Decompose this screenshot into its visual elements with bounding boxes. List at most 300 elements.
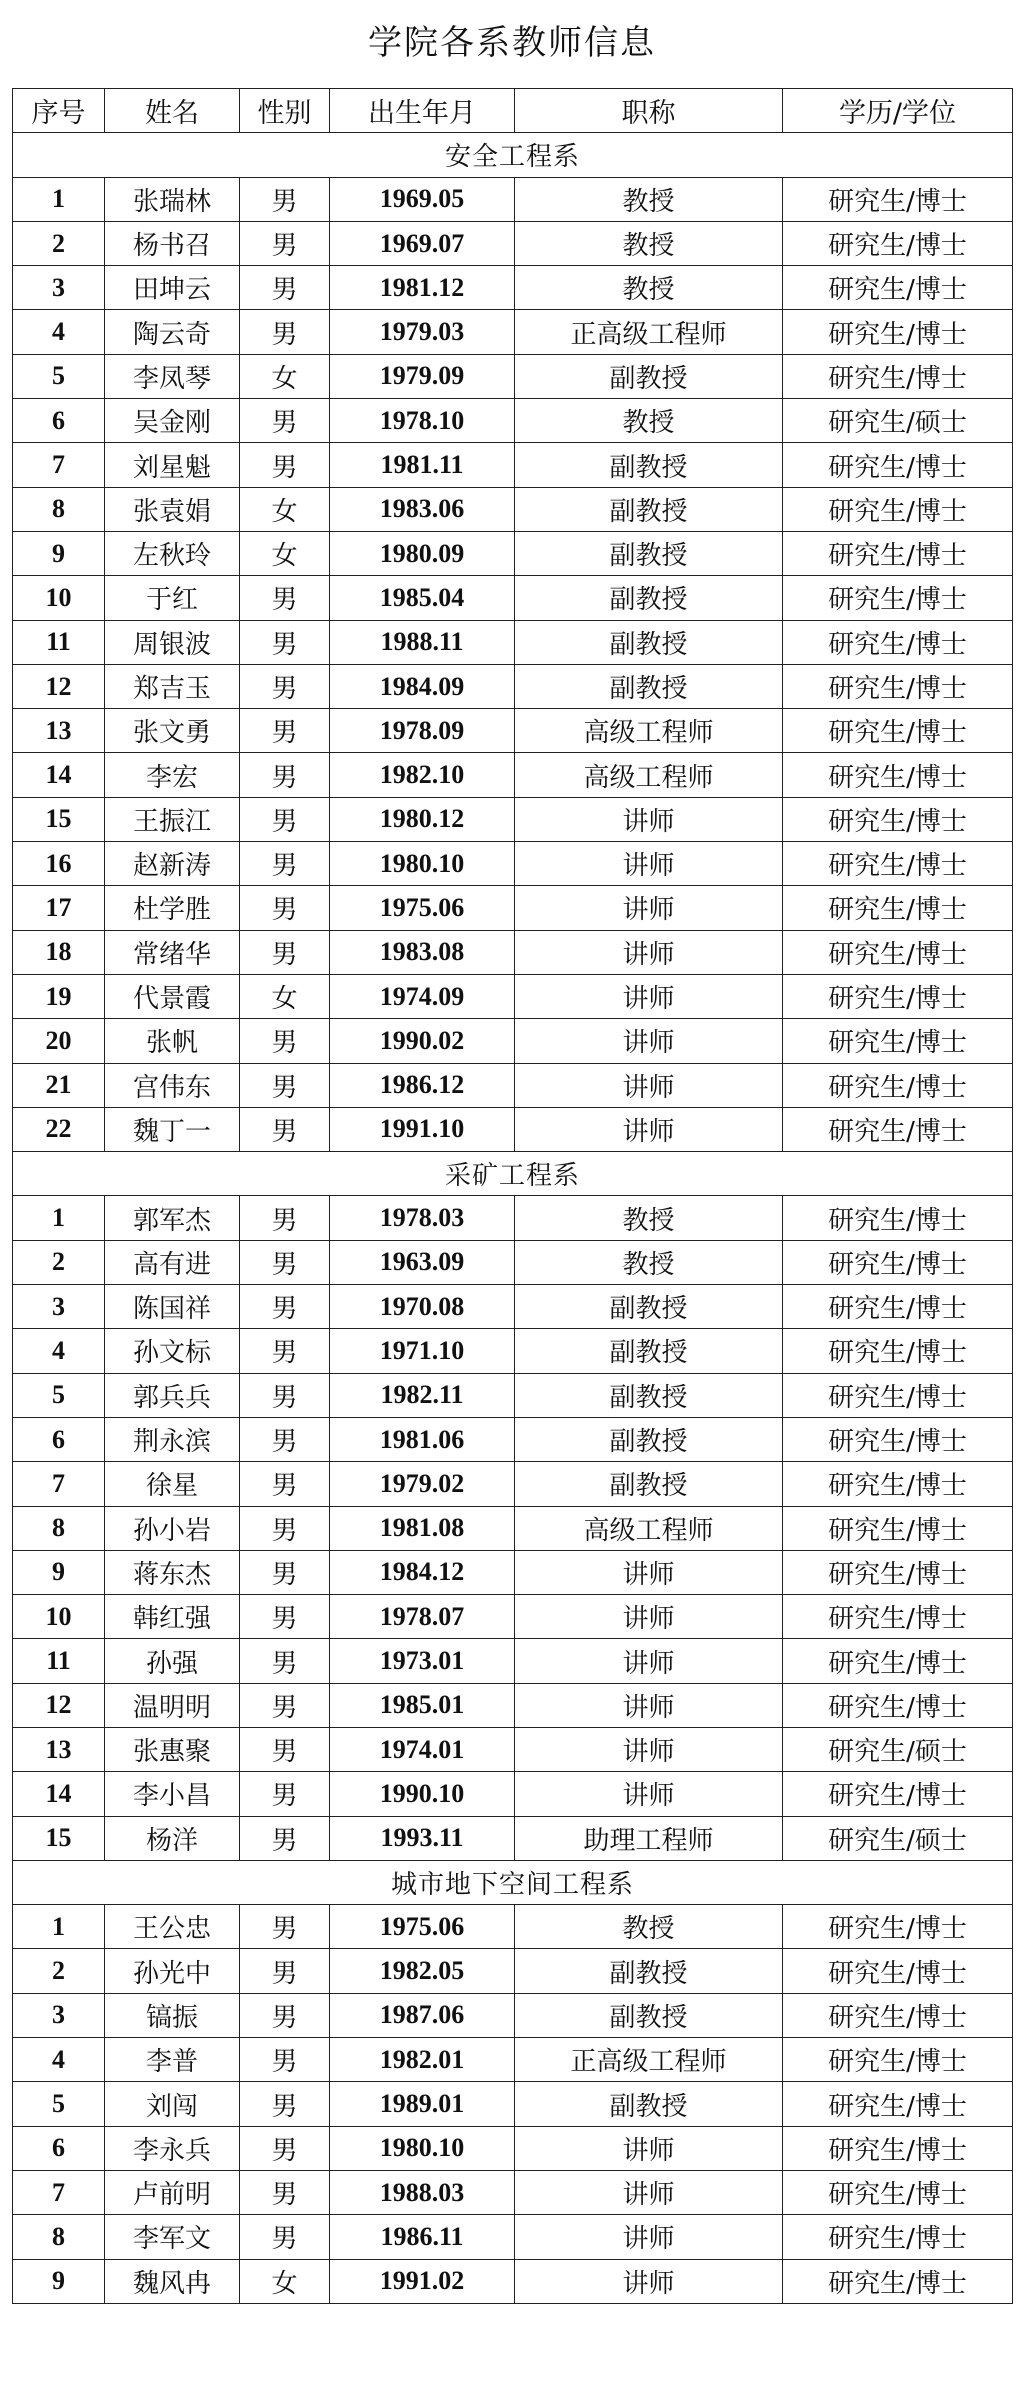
table-row <box>13 1019 1013 1063</box>
cell-rank: 副教授 <box>515 1373 783 1417</box>
cell-birth: 1991.10 <box>330 1107 515 1151</box>
cell-birth: 1982.05 <box>330 1949 515 1993</box>
cell-name: 杨洋 <box>105 1816 240 1860</box>
cell-gender: 女 <box>240 531 330 575</box>
cell-education: 研究生/博士 <box>783 620 1013 664</box>
cell-birth: 1981.12 <box>330 266 515 310</box>
header-name: 姓名 <box>105 89 240 133</box>
table-row <box>13 1949 1013 1993</box>
cell-name: 魏风冉 <box>105 2259 240 2303</box>
cell-index: 20 <box>13 1019 105 1063</box>
cell-gender: 男 <box>240 1993 330 2037</box>
table-row <box>13 399 1013 443</box>
cell-gender: 男 <box>240 842 330 886</box>
cell-birth: 1978.10 <box>330 399 515 443</box>
cell-index: 9 <box>13 531 105 575</box>
cell-rank: 副教授 <box>515 1949 783 1993</box>
cell-gender: 男 <box>240 1240 330 1284</box>
cell-education: 研究生/博士 <box>783 354 1013 398</box>
cell-name: 孙光中 <box>105 1949 240 1993</box>
cell-index: 8 <box>13 2215 105 2259</box>
cell-name: 于红 <box>105 576 240 620</box>
table-row <box>13 1417 1013 1461</box>
cell-name: 蒋东杰 <box>105 1550 240 1594</box>
cell-index: 10 <box>13 1595 105 1639</box>
cell-rank: 讲师 <box>515 2215 783 2259</box>
cell-education: 研究生/博士 <box>783 1329 1013 1373</box>
table-row <box>13 1727 1013 1771</box>
cell-gender: 男 <box>240 310 330 354</box>
cell-index: 21 <box>13 1063 105 1107</box>
cell-index: 2 <box>13 1240 105 1284</box>
cell-rank: 副教授 <box>515 1329 783 1373</box>
cell-gender: 男 <box>240 620 330 664</box>
cell-birth: 1978.03 <box>330 1196 515 1240</box>
cell-rank: 教授 <box>515 266 783 310</box>
cell-name: 张文勇 <box>105 709 240 753</box>
cell-education: 研究生/博士 <box>783 177 1013 221</box>
cell-gender: 女 <box>240 974 330 1018</box>
cell-education: 研究生/博士 <box>783 709 1013 753</box>
cell-name: 李军文 <box>105 2215 240 2259</box>
table-row <box>13 2082 1013 2126</box>
cell-education: 研究生/博士 <box>783 664 1013 708</box>
cell-education: 研究生/博士 <box>783 266 1013 310</box>
cell-index: 14 <box>13 1772 105 1816</box>
cell-birth: 1969.07 <box>330 221 515 265</box>
cell-gender: 女 <box>240 2259 330 2303</box>
cell-name: 张瑞林 <box>105 177 240 221</box>
cell-rank: 讲师 <box>515 1595 783 1639</box>
cell-index: 16 <box>13 842 105 886</box>
cell-birth: 1986.12 <box>330 1063 515 1107</box>
cell-education: 研究生/博士 <box>783 2215 1013 2259</box>
cell-index: 13 <box>13 709 105 753</box>
cell-gender: 男 <box>240 221 330 265</box>
table-row <box>13 1063 1013 1107</box>
cell-gender: 男 <box>240 1949 330 1993</box>
cell-rank: 教授 <box>515 177 783 221</box>
cell-gender: 男 <box>240 753 330 797</box>
cell-name: 王公忠 <box>105 1905 240 1949</box>
table-row <box>13 531 1013 575</box>
cell-birth: 1981.06 <box>330 1417 515 1461</box>
cell-name: 张惠聚 <box>105 1727 240 1771</box>
cell-index: 1 <box>13 1196 105 1240</box>
cell-rank: 教授 <box>515 1240 783 1284</box>
cell-gender: 男 <box>240 2126 330 2170</box>
cell-gender: 男 <box>240 2082 330 2126</box>
cell-rank: 讲师 <box>515 842 783 886</box>
cell-rank: 副教授 <box>515 354 783 398</box>
cell-rank: 副教授 <box>515 1462 783 1506</box>
cell-rank: 副教授 <box>515 2082 783 2126</box>
cell-name: 魏丁一 <box>105 1107 240 1151</box>
table-row <box>13 664 1013 708</box>
header-index: 序号 <box>13 89 105 133</box>
cell-education: 研究生/博士 <box>783 1196 1013 1240</box>
cell-name: 孙强 <box>105 1639 240 1683</box>
table-row <box>13 1196 1013 1240</box>
cell-education: 研究生/博士 <box>783 2126 1013 2170</box>
cell-name: 镐振 <box>105 1993 240 2037</box>
cell-rank: 讲师 <box>515 2170 783 2214</box>
cell-rank: 高级工程师 <box>515 753 783 797</box>
cell-rank: 副教授 <box>515 1285 783 1329</box>
cell-gender: 男 <box>240 1019 330 1063</box>
table-row <box>13 1550 1013 1594</box>
cell-education: 研究生/博士 <box>783 1063 1013 1107</box>
cell-gender: 男 <box>240 2038 330 2082</box>
cell-rank: 正高级工程师 <box>515 2038 783 2082</box>
cell-gender: 男 <box>240 576 330 620</box>
cell-index: 2 <box>13 1949 105 1993</box>
teacher-table <box>12 88 1013 2304</box>
cell-education: 研究生/博士 <box>783 1417 1013 1461</box>
cell-birth: 1970.08 <box>330 1285 515 1329</box>
cell-index: 9 <box>13 1550 105 1594</box>
cell-birth: 1990.02 <box>330 1019 515 1063</box>
header-rank: 职称 <box>515 89 783 133</box>
cell-birth: 1981.08 <box>330 1506 515 1550</box>
cell-index: 7 <box>13 2170 105 2214</box>
table-row <box>13 753 1013 797</box>
cell-name: 刘闯 <box>105 2082 240 2126</box>
cell-gender: 男 <box>240 1727 330 1771</box>
cell-rank: 讲师 <box>515 1639 783 1683</box>
cell-education: 研究生/硕士 <box>783 1727 1013 1771</box>
cell-index: 10 <box>13 576 105 620</box>
cell-birth: 1980.10 <box>330 2126 515 2170</box>
table-row <box>13 1993 1013 2037</box>
table-row <box>13 310 1013 354</box>
cell-gender: 女 <box>240 354 330 398</box>
cell-name: 韩红强 <box>105 1595 240 1639</box>
cell-name: 李宏 <box>105 753 240 797</box>
cell-name: 陈国祥 <box>105 1285 240 1329</box>
cell-education: 研究生/博士 <box>783 842 1013 886</box>
cell-education: 研究生/博士 <box>783 531 1013 575</box>
cell-birth: 1978.07 <box>330 1595 515 1639</box>
section-row <box>13 1860 1013 1904</box>
cell-name: 左秋玲 <box>105 531 240 575</box>
cell-index: 2 <box>13 221 105 265</box>
cell-gender: 男 <box>240 1285 330 1329</box>
cell-rank: 副教授 <box>515 620 783 664</box>
cell-birth: 1983.06 <box>330 487 515 531</box>
cell-index: 15 <box>13 1816 105 1860</box>
cell-rank: 高级工程师 <box>515 709 783 753</box>
section-title: 采矿工程系 <box>13 1152 1013 1196</box>
cell-birth: 1983.08 <box>330 930 515 974</box>
cell-birth: 1973.01 <box>330 1639 515 1683</box>
table-row <box>13 1772 1013 1816</box>
table-row <box>13 2038 1013 2082</box>
cell-birth: 1991.02 <box>330 2259 515 2303</box>
header-row <box>13 89 1013 133</box>
cell-name: 吴金刚 <box>105 399 240 443</box>
cell-index: 15 <box>13 797 105 841</box>
table-row <box>13 2126 1013 2170</box>
table-row <box>13 1595 1013 1639</box>
cell-gender: 男 <box>240 1550 330 1594</box>
cell-rank: 讲师 <box>515 974 783 1018</box>
table-row <box>13 576 1013 620</box>
cell-gender: 男 <box>240 266 330 310</box>
cell-rank: 讲师 <box>515 886 783 930</box>
header-gender: 性别 <box>240 89 330 133</box>
cell-index: 9 <box>13 2259 105 2303</box>
cell-gender: 男 <box>240 1329 330 1373</box>
cell-birth: 1986.11 <box>330 2215 515 2259</box>
cell-education: 研究生/博士 <box>783 1639 1013 1683</box>
cell-name: 卢前明 <box>105 2170 240 2214</box>
cell-name: 田坤云 <box>105 266 240 310</box>
cell-index: 12 <box>13 1683 105 1727</box>
header-birth: 出生年月 <box>330 89 515 133</box>
header-education: 学历/学位 <box>783 89 1013 133</box>
cell-index: 4 <box>13 2038 105 2082</box>
cell-name: 张帆 <box>105 1019 240 1063</box>
cell-birth: 1982.10 <box>330 753 515 797</box>
cell-name: 孙文标 <box>105 1329 240 1373</box>
cell-rank: 讲师 <box>515 2259 783 2303</box>
cell-birth: 1979.09 <box>330 354 515 398</box>
cell-education: 研究生/博士 <box>783 2082 1013 2126</box>
cell-gender: 女 <box>240 487 330 531</box>
cell-rank: 教授 <box>515 221 783 265</box>
cell-education: 研究生/硕士 <box>783 399 1013 443</box>
cell-birth: 1985.04 <box>330 576 515 620</box>
cell-education: 研究生/博士 <box>783 1683 1013 1727</box>
table-row <box>13 1285 1013 1329</box>
cell-rank: 副教授 <box>515 1993 783 2037</box>
table-header <box>13 89 1013 133</box>
cell-index: 5 <box>13 1373 105 1417</box>
cell-name: 李小昌 <box>105 1772 240 1816</box>
cell-birth: 1969.05 <box>330 177 515 221</box>
cell-index: 3 <box>13 1285 105 1329</box>
cell-index: 7 <box>13 1462 105 1506</box>
cell-index: 6 <box>13 399 105 443</box>
table-row <box>13 1506 1013 1550</box>
cell-index: 11 <box>13 1639 105 1683</box>
table-row <box>13 1816 1013 1860</box>
cell-name: 李永兵 <box>105 2126 240 2170</box>
cell-gender: 男 <box>240 2170 330 2214</box>
cell-rank: 高级工程师 <box>515 1506 783 1550</box>
cell-rank: 副教授 <box>515 443 783 487</box>
cell-gender: 男 <box>240 1196 330 1240</box>
cell-index: 6 <box>13 2126 105 2170</box>
cell-education: 研究生/博士 <box>783 221 1013 265</box>
table-row <box>13 797 1013 841</box>
cell-index: 1 <box>13 1905 105 1949</box>
table-row <box>13 2170 1013 2214</box>
cell-birth: 1974.01 <box>330 1727 515 1771</box>
cell-rank: 助理工程师 <box>515 1816 783 1860</box>
cell-birth: 1988.11 <box>330 620 515 664</box>
cell-index: 17 <box>13 886 105 930</box>
section-row <box>13 133 1013 177</box>
cell-gender: 男 <box>240 709 330 753</box>
cell-name: 代景霞 <box>105 974 240 1018</box>
cell-gender: 男 <box>240 1639 330 1683</box>
table-row <box>13 487 1013 531</box>
cell-education: 研究生/博士 <box>783 1462 1013 1506</box>
table-row <box>13 930 1013 974</box>
cell-name: 周银波 <box>105 620 240 664</box>
cell-name: 温明明 <box>105 1683 240 1727</box>
cell-index: 18 <box>13 930 105 974</box>
cell-rank: 讲师 <box>515 797 783 841</box>
cell-name: 李凤琴 <box>105 354 240 398</box>
cell-rank: 讲师 <box>515 2126 783 2170</box>
cell-education: 研究生/博士 <box>783 1285 1013 1329</box>
cell-education: 研究生/博士 <box>783 1772 1013 1816</box>
cell-index: 3 <box>13 266 105 310</box>
cell-index: 14 <box>13 753 105 797</box>
cell-rank: 教授 <box>515 1196 783 1240</box>
cell-gender: 男 <box>240 1683 330 1727</box>
cell-index: 12 <box>13 664 105 708</box>
cell-birth: 1974.09 <box>330 974 515 1018</box>
page-title: 学院各系教师信息 <box>368 23 656 63</box>
cell-name: 常绪华 <box>105 930 240 974</box>
cell-rank: 副教授 <box>515 487 783 531</box>
cell-name: 李普 <box>105 2038 240 2082</box>
section-row <box>13 1152 1013 1196</box>
cell-rank: 讲师 <box>515 1683 783 1727</box>
cell-education: 研究生/博士 <box>783 930 1013 974</box>
cell-index: 6 <box>13 1417 105 1461</box>
table-row <box>13 2259 1013 2303</box>
cell-gender: 男 <box>240 930 330 974</box>
cell-birth: 1975.06 <box>330 886 515 930</box>
cell-rank: 教授 <box>515 399 783 443</box>
cell-education: 研究生/博士 <box>783 1506 1013 1550</box>
table-row <box>13 620 1013 664</box>
cell-name: 荆永滨 <box>105 1417 240 1461</box>
cell-birth: 1978.09 <box>330 709 515 753</box>
cell-rank: 教授 <box>515 1905 783 1949</box>
cell-index: 8 <box>13 487 105 531</box>
cell-rank: 讲师 <box>515 1727 783 1771</box>
cell-education: 研究生/博士 <box>783 753 1013 797</box>
cell-education: 研究生/博士 <box>783 1019 1013 1063</box>
cell-name: 刘星魁 <box>105 443 240 487</box>
cell-birth: 1993.11 <box>330 1816 515 1860</box>
cell-birth: 1989.01 <box>330 2082 515 2126</box>
cell-name: 赵新涛 <box>105 842 240 886</box>
cell-gender: 男 <box>240 1506 330 1550</box>
cell-index: 4 <box>13 1329 105 1373</box>
table-row <box>13 177 1013 221</box>
cell-rank: 讲师 <box>515 1772 783 1816</box>
table-row <box>13 354 1013 398</box>
cell-birth: 1987.06 <box>330 1993 515 2037</box>
cell-gender: 男 <box>240 1107 330 1151</box>
cell-education: 研究生/博士 <box>783 797 1013 841</box>
cell-name: 陶云奇 <box>105 310 240 354</box>
cell-birth: 1979.03 <box>330 310 515 354</box>
cell-birth: 1963.09 <box>330 1240 515 1284</box>
cell-birth: 1980.12 <box>330 797 515 841</box>
cell-gender: 男 <box>240 177 330 221</box>
cell-index: 5 <box>13 354 105 398</box>
cell-birth: 1975.06 <box>330 1905 515 1949</box>
cell-birth: 1979.02 <box>330 1462 515 1506</box>
cell-education: 研究生/博士 <box>783 2259 1013 2303</box>
cell-rank: 副教授 <box>515 1417 783 1461</box>
cell-index: 4 <box>13 310 105 354</box>
table-row <box>13 1462 1013 1506</box>
cell-gender: 男 <box>240 664 330 708</box>
cell-birth: 1981.11 <box>330 443 515 487</box>
cell-name: 王振江 <box>105 797 240 841</box>
cell-index: 19 <box>13 974 105 1018</box>
cell-education: 研究生/博士 <box>783 1993 1013 2037</box>
cell-education: 研究生/博士 <box>783 1595 1013 1639</box>
cell-index: 13 <box>13 1727 105 1771</box>
cell-gender: 男 <box>240 1417 330 1461</box>
cell-index: 3 <box>13 1993 105 2037</box>
cell-index: 8 <box>13 1506 105 1550</box>
cell-name: 孙小岩 <box>105 1506 240 1550</box>
cell-birth: 1985.01 <box>330 1683 515 1727</box>
cell-education: 研究生/博士 <box>783 886 1013 930</box>
cell-gender: 男 <box>240 1772 330 1816</box>
cell-index: 5 <box>13 2082 105 2126</box>
table-row <box>13 1107 1013 1151</box>
cell-birth: 1980.10 <box>330 842 515 886</box>
cell-birth: 1982.11 <box>330 1373 515 1417</box>
cell-gender: 男 <box>240 2215 330 2259</box>
cell-rank: 副教授 <box>515 531 783 575</box>
cell-rank: 讲师 <box>515 930 783 974</box>
cell-education: 研究生/博士 <box>783 2038 1013 2082</box>
cell-index: 1 <box>13 177 105 221</box>
section-title: 安全工程系 <box>13 133 1013 177</box>
cell-name: 郭军杰 <box>105 1196 240 1240</box>
section-title: 城市地下空间工程系 <box>13 1860 1013 1904</box>
cell-birth: 1984.09 <box>330 664 515 708</box>
cell-index: 22 <box>13 1107 105 1151</box>
table-row <box>13 266 1013 310</box>
cell-gender: 男 <box>240 886 330 930</box>
cell-birth: 1971.10 <box>330 1329 515 1373</box>
table-row <box>13 1905 1013 1949</box>
cell-name: 郭兵兵 <box>105 1373 240 1417</box>
cell-education: 研究生/博士 <box>783 1107 1013 1151</box>
cell-rank: 副教授 <box>515 576 783 620</box>
cell-education: 研究生/博士 <box>783 487 1013 531</box>
cell-index: 7 <box>13 443 105 487</box>
cell-name: 高有进 <box>105 1240 240 1284</box>
cell-rank: 讲师 <box>515 1107 783 1151</box>
table-row <box>13 221 1013 265</box>
table-row <box>13 1373 1013 1417</box>
cell-birth: 1990.10 <box>330 1772 515 1816</box>
cell-gender: 男 <box>240 797 330 841</box>
table-body <box>13 133 1013 2304</box>
cell-gender: 男 <box>240 1373 330 1417</box>
cell-gender: 男 <box>240 1905 330 1949</box>
cell-name: 杜学胜 <box>105 886 240 930</box>
cell-rank: 讲师 <box>515 1550 783 1594</box>
cell-education: 研究生/硕士 <box>783 1816 1013 1860</box>
table-row <box>13 443 1013 487</box>
